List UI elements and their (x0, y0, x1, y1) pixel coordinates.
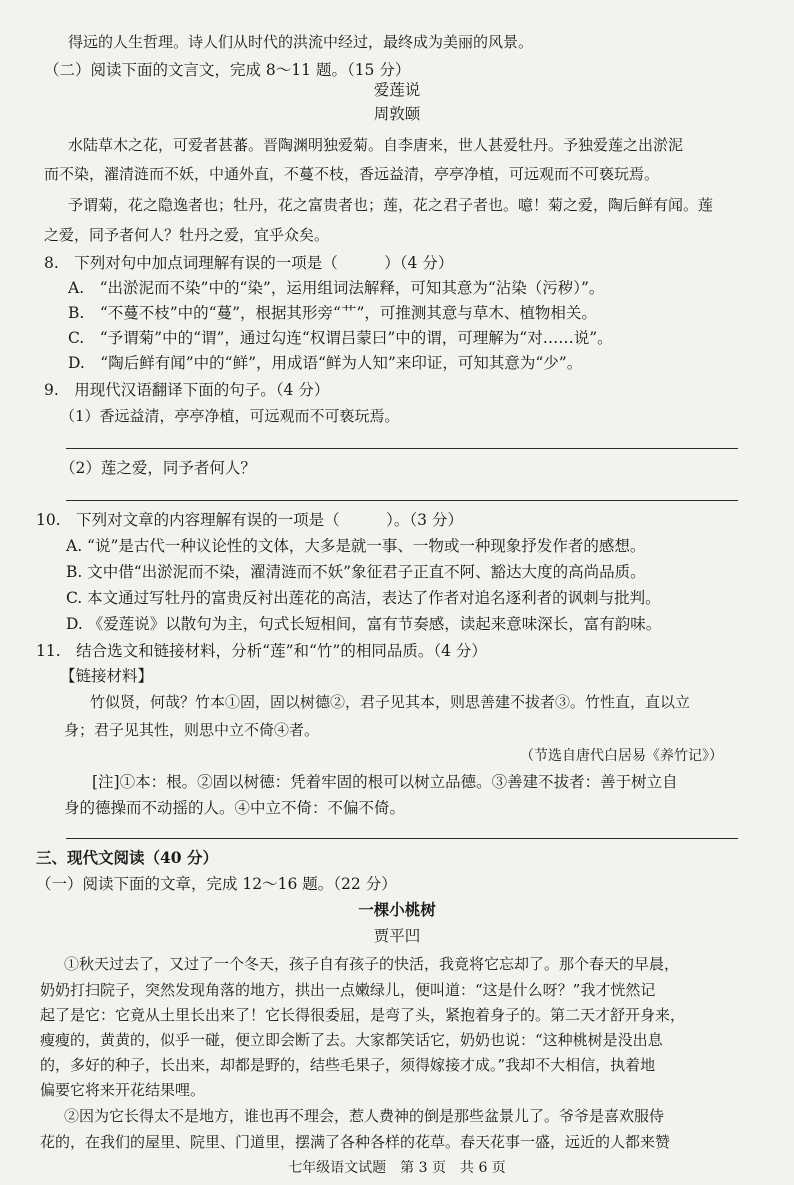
notes-line: [注]①本：根。②固以树德：凭着牢固的根可以树立品德。③善建不拔者：善于树立自 (92, 773, 678, 791)
q10-stem: 10. 下列对文章的内容理解有误的一项是（ ）。（3 分） (36, 511, 463, 529)
section3-heading: 三、现代文阅读（40 分） (36, 848, 218, 867)
q8-option-b: B. “不蔓不枝”中的“蔓”，根据其形旁“艹”，可推测其意与草木、植物相关。 (68, 304, 597, 322)
section2-heading: （二）阅读下面的文言文，完成 8～11 题。（15 分） (44, 61, 411, 79)
article-line: ②因为它长得太不是地方，谁也再不理会，惹人费神的倒是那些盆景儿了。爷爷是喜欢服侍 (64, 1107, 665, 1125)
section2-author: 周敦颐 (373, 105, 421, 123)
article-line: 奶奶打扫院子，突然发现角落的地方，拱出一点嫩绿儿，便叫道：“这是什么呀？”我才恍然记 (40, 981, 656, 999)
passage-line: 水陆草木之花，可爱者甚蕃。晋陶渊明独爱菊。自李唐来，世人甚爱牡丹。予独爱莲之出淤泥 (68, 136, 684, 154)
q10-option-c: C. 本文通过写牡丹的富贵反衬出莲花的高洁，表达了作者对追名逐利者的讽刺与批判。 (66, 589, 661, 607)
passage-line: 之爱，同予者何人？牡丹之爱，宜乎众矣。 (44, 226, 330, 244)
section3-title: 一棵小桃树 (358, 900, 436, 919)
article-line: ①秋天过去了，又过了一个冬天，孩子自有孩子的快活，我竟将它忘却了。那个春天的早晨， (64, 955, 680, 973)
q11-stem: 11. 结合选文和链接材料，分析“莲”和“竹”的相同品质。（4 分） (36, 642, 487, 660)
article-line: 花的，在我们的屋里、院里、门道里，摆满了各种各样的花草。春天花事一盛，远近的人都来赞 (40, 1133, 671, 1151)
passage-line: 而不染，濯清涟而不妖，中通外直，不蔓不枝，香远益清，亭亭净植，可远观而不可亵玩焉。 (44, 165, 660, 183)
q10-option-d: D. 《爱莲说》以散句为主，句式长短相间，富有节奏感，读起来意味深长，富有韵味。 (66, 615, 662, 633)
notes-line: 身的德操而不动摇的人。④中立不倚：不偏不倚。 (64, 799, 406, 817)
q9-stem: 9. 用现代汉语翻译下面的句子。（4 分） (44, 381, 330, 399)
passage-line: 予谓菊，花之隐逸者也；牡丹，花之富贵者也；莲，花之君子者也。噫！菊之爱，陶后鲜有闻。莲 (68, 196, 714, 214)
continued-text: 得远的人生哲理。诗人们从时代的洪流中经过，最终成为美丽的风景。 (68, 33, 534, 51)
q8-option-c: C. “予谓菊”中的“谓”，通过勾连“权谓吕蒙曰”中的谓，可理解为“对……说”。 (68, 329, 613, 347)
q8-option-d: D. “陶后鲜有闻”中的“鲜”，用成语“鲜为人知”来印证，可知其意为“少”。 (68, 354, 583, 372)
q8-option-a: A. “出淤泥而不染”中的“染”，运用组词法解释，可知其意为“沾染（污秽）”。 (68, 279, 605, 297)
article-line: 偏要它将来开花结果哩。 (40, 1081, 206, 1099)
section2-title: 爱莲说 (373, 81, 421, 99)
link-source: （节选自唐代白居易《养竹记》） (520, 748, 723, 764)
section3-sub-heading: （一）阅读下面的文章，完成 12～16 题。（22 分） (36, 875, 397, 893)
link-text-line: 竹似贤，何哉？竹本①固，固以树德②，君子见其本，则思善建不拔者③。竹性直，直以立 (90, 693, 691, 711)
q9-item-1: （1）香远益清，亭亭净植，可远观而不可亵玩焉。 (60, 407, 400, 425)
answer-line (66, 448, 738, 449)
q8-stem: 8. 下列对句中加点词理解有误的一项是（ ）（4 分） (44, 254, 454, 272)
link-material-label: 【链接材料】 (60, 667, 154, 685)
q9-item-2: （2）莲之爱，同予者何人？ (60, 459, 256, 477)
page-footer: 七年级语文试题 第 3 页 共 6 页 (288, 1160, 506, 1176)
answer-line (66, 500, 738, 501)
q10-option-a: A. “说”是古代一种议论性的文体，大多是就一事、一物或一种现象抒发作者的感想。 (66, 537, 646, 555)
link-text-line: 身；君子见其性，则思中立不倚④者。 (64, 721, 320, 739)
q10-option-b: B. 文中借“出淤泥而不染，濯清涟而不妖”象征君子正直不阿、豁达大度的高尚品质。 (66, 563, 646, 581)
article-line: 起了是它：它竟从土里长出来了！它长得很委屈，是弯了头，紧抱着身子的。第二天才舒开身来， (40, 1006, 686, 1024)
article-line: 的，多好的种子，长出来，却都是野的，结些毛果子，须得嫁接才成。”我却不大相信，执着地 (40, 1056, 656, 1074)
section3-author: 贾平凹 (373, 927, 421, 945)
article-line: 瘦瘦的，黄黄的，似乎一碰，便立即会断了去。大家都笑话它，奶奶也说：“这种桃树是没出息 (40, 1031, 663, 1049)
answer-line (66, 838, 738, 839)
